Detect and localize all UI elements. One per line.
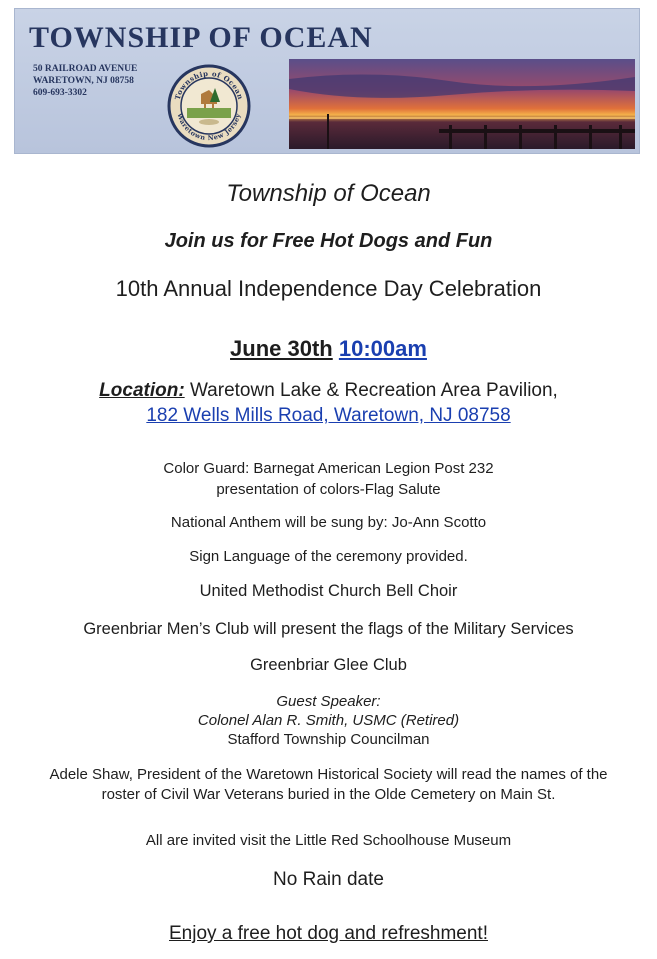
- historical-society-line-2: roster of Civil War Veterans buried in the Olde Cemetery on Main St.: [101, 786, 556, 803]
- guest-speaker-label: Guest Speaker:: [276, 693, 381, 710]
- flyer-title: Township of Ocean: [226, 180, 431, 207]
- event-time-link[interactable]: 10:00am: [338, 336, 427, 361]
- location: [0, 380, 657, 402]
- event-date-time: [0, 336, 657, 362]
- header-address: [33, 63, 137, 99]
- township-seal-icon: [167, 64, 251, 148]
- color-guard-line-1: Color Guard: Barnegat American Legion Post 232: [163, 460, 494, 477]
- seal-top-text: Township of Ocean: [172, 68, 246, 101]
- rain-date-line: No Rain date: [273, 869, 384, 890]
- phone: 609-693-3302: [33, 88, 87, 98]
- historical-society-line-1: Adele Shaw, President of the Waretown Historical Society will read the names of the: [49, 766, 608, 783]
- bell-choir-line: United Methodist Church Bell Choir: [199, 582, 458, 600]
- address-link[interactable]: 182 Wells Mills Road, Waretown, NJ 08758: [146, 405, 511, 426]
- location-label: Location:: [99, 380, 185, 401]
- header-title: TOWNSHIP OF OCEAN: [29, 21, 373, 54]
- sunset-pier-photo: [289, 59, 635, 149]
- header-banner: [14, 8, 640, 154]
- museum-invite-line: All are invited visit the Little Red Schoolhouse Museum: [145, 832, 512, 849]
- event-name: 10th Annual Independence Day Celebration: [115, 276, 542, 301]
- seal-bottom-text: Waretown New Jersey: [175, 112, 243, 143]
- join-heading: Join us for Free Hot Dogs and Fun: [164, 230, 493, 252]
- address-row: [0, 405, 657, 427]
- event-date: June 30th: [230, 336, 333, 361]
- color-guard-line-2: presentation of colors-Flag Salute: [216, 481, 441, 498]
- enjoy-line: Enjoy a free hot dog and refreshment!: [169, 923, 488, 944]
- location-name: Waretown Lake & Recreation Area Pavilion,: [189, 380, 558, 401]
- glee-club-line: Greenbriar Glee Club: [250, 656, 407, 674]
- guest-speaker-title: Stafford Township Councilman: [227, 731, 430, 748]
- sign-language-line: Sign Language of the ceremony provided.: [189, 548, 468, 565]
- anthem-line: National Anthem will be sung by: Jo-Ann Scotto: [170, 514, 487, 531]
- guest-speaker-name: Colonel Alan R. Smith, USMC (Retired): [197, 712, 460, 729]
- address-line-2: WARETOWN, NJ 08758: [33, 76, 134, 86]
- flags-line: Greenbriar Men’s Club will present the flags of the Military Services: [83, 620, 574, 638]
- address-line-1: 50 RAILROAD AVENUE: [33, 64, 138, 74]
